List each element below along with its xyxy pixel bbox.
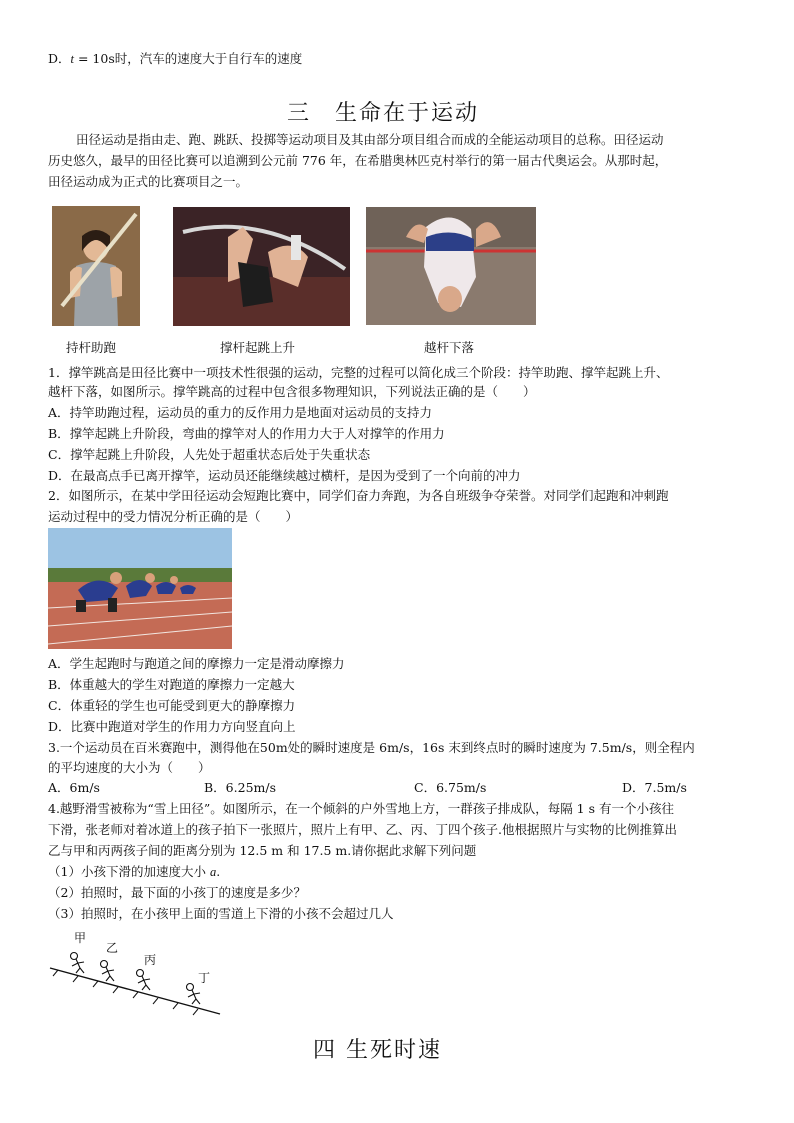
q1-option-b: B．撑竿起跳上升阶段，弯曲的撑竿对人的作用力大于人对撑竿的作用力 <box>48 426 445 441</box>
intro-line-1: 田径运动是指由走、跑、跳跃、投掷等运动项目及其由部分项目组合而成的全能运动项目的总称。田径运动 <box>76 132 664 147</box>
q3-option-a: A．6m/s <box>48 780 100 795</box>
photo-pole-rise <box>173 207 350 326</box>
label-bing: 丙 <box>144 953 157 967</box>
photo-sprint <box>48 528 232 649</box>
photo-bar-clear <box>366 207 536 325</box>
intro-line-3: 田径运动成为正式的比赛项目之一。 <box>48 174 249 189</box>
caption-pole-rise: 撑杆起跳上升 <box>220 340 296 355</box>
q3-option-d: D．7.5m/s <box>622 780 687 795</box>
q1-option-c: C．撑竿起跳上升阶段，人先处于超重状态后处于失重状态 <box>48 447 371 462</box>
q2-option-b: B．体重越大的学生对跑道的摩擦力一定越大 <box>48 677 295 692</box>
caption-bar-clear: 越杆下落 <box>424 340 475 355</box>
q4-stem-2: 下滑，张老师对着冰道上的孩子拍下一张照片，照片上有甲、乙、丙、丁四个孩子.他根据照片与实物的比例推算出 <box>48 822 677 837</box>
q2-option-a: A．学生起跑时与跑道之间的摩擦力一定是滑动摩擦力 <box>48 656 345 671</box>
prev-option-d: D．t = 10s时，汽车的速度大于自行车的速度 <box>48 51 303 66</box>
q4-sub-3: （3）拍照时，在小孩甲上面的雪道上下滑的小孩不会超过几人 <box>48 906 394 921</box>
q4-stem-1: 4.越野滑雪被称为“雪上田径”。如图所示，在一个倾斜的户外雪地上方，一群孩子排成队，每隔 1 s 有一个小孩往 <box>48 801 674 816</box>
section-title: 三 生命在于运动 <box>287 101 480 126</box>
kid-yi <box>101 961 115 982</box>
slope-diagram <box>44 926 234 1018</box>
q3-option-b: B．6.25m/s <box>204 780 276 795</box>
q2-option-c: C．体重轻的学生也可能受到更大的静摩擦力 <box>48 698 296 713</box>
caption-pole-run: 持杆助跑 <box>66 340 117 355</box>
intro-line-2: 历史悠久，最早的田径比赛可以追溯到公元前 776 年，在希腊奥林匹克村举行的第一届古代奥运会。从那时起， <box>48 153 668 168</box>
label-ding: 丁 <box>198 971 211 985</box>
section-title-4: 四 生死时速 <box>313 1038 442 1063</box>
kid-jia <box>71 953 85 974</box>
slope-line <box>50 968 220 1014</box>
q1-option-a: A．持竿助跑过程，运动员的重力的反作用力是地面对运动员的支持力 <box>48 405 433 420</box>
q2-option-d: D．比赛中跑道对学生的作用力方向竖直向上 <box>48 719 296 734</box>
q3-stem-1: 3.一个运动员在百米赛跑中，测得他在50m处的瞬时速度是 6m/s，16s 末到终点时的瞬时速度为 7.5m/s，则全程内 <box>48 740 695 755</box>
q4-stem-3: 乙与甲和丙两孩子间的距离分别为 12.5 m 和 17.5 m.请你据此求解下列问题 <box>48 843 477 858</box>
q4-sub-1: （1）小孩下滑的加速度大小 a. <box>48 864 221 879</box>
q2-stem-2: 运动过程中的受力情况分析正确的是（ ） <box>48 509 299 524</box>
q1-stem-1: 1．撑竿跳高是田径比赛中一项技术性很强的运动，完整的过程可以简化成三个阶段：持竿助跑、撑竿起跳上升、 <box>48 365 669 380</box>
label-yi: 乙 <box>106 941 119 955</box>
q1-stem-2: 越杆下落，如图所示。撑竿跳高的过程中包含很多物理知识，下列说法正确的是（ ） <box>48 384 536 399</box>
slope-hatch <box>53 970 198 1015</box>
kid-ding <box>187 984 201 1005</box>
q3-option-c: C．6.75m/s <box>414 780 487 795</box>
q2-stem-1: 2．如图所示，在某中学田径运动会短跑比赛中，同学们奋力奔跑，为各自班级争夺荣誉。对同学们起跑和冲刺跑 <box>48 488 669 503</box>
photo-pole-run <box>52 206 140 326</box>
q4-sub-2: （2）拍照时，最下面的小孩丁的速度是多少？ <box>48 885 306 900</box>
q1-option-d: D．在最高点手已离开撑竿，运动员还能继续越过横杆，是因为受到了一个向前的冲力 <box>48 468 521 483</box>
label-jia: 甲 <box>74 931 87 945</box>
kid-bing <box>137 970 151 991</box>
q3-stem-2: 的平均速度的大小为（ ） <box>48 760 211 775</box>
